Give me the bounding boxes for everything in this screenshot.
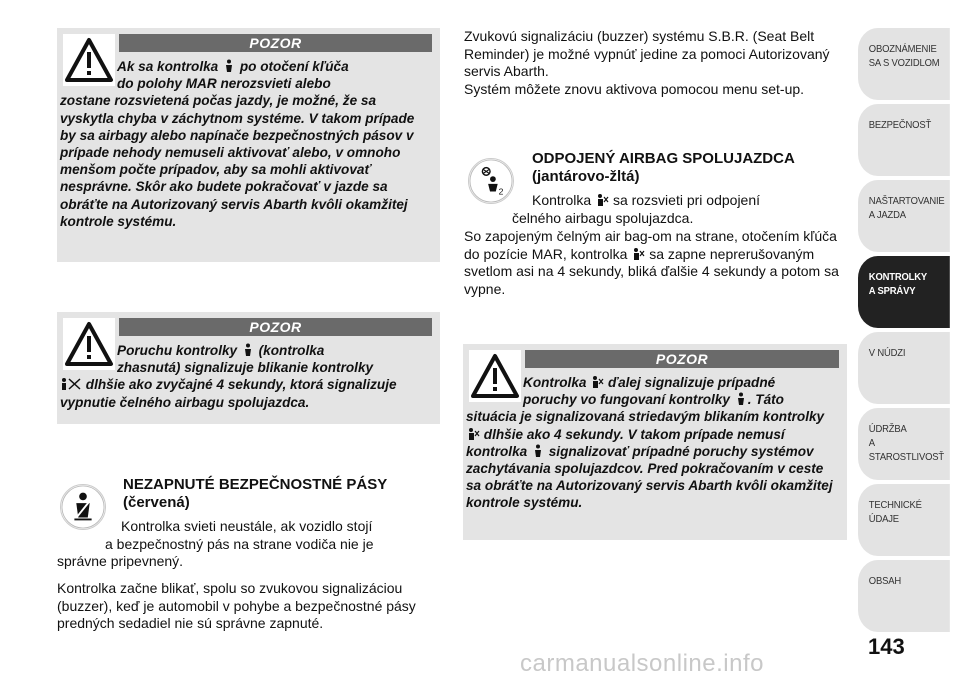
chapter-sidebar — [858, 28, 960, 636]
watermark: carmanualsonline.info — [520, 650, 764, 677]
airbag-off-icon — [466, 427, 480, 441]
airbag-off-icon — [631, 247, 645, 261]
warning-box-3 — [463, 344, 847, 540]
seatbelt-person-icon — [531, 444, 545, 458]
svg-text:2: 2 — [498, 186, 504, 197]
sidebar-item-kontrolky[interactable]: KONTROLKY A SPRÁVY — [858, 256, 950, 328]
warning-label: POZOR — [525, 350, 839, 368]
sidebar-item-udrzba[interactable]: ÚDRŽBA A STAROSTLIVOSŤ — [858, 408, 950, 480]
airbag-section-title: ODPOJENÝ AIRBAG SPOLUJAZDCA (jantárovo-žltá) — [532, 150, 795, 185]
seatbelt-paragraph-2: Kontrolka začne blikať, spolu so zvukovou signalizáciou (buzzer), keď je automobil v pohybe a bezpečnostné pásy predných sedadiel nie sú správne zapnuté. — [57, 580, 416, 632]
buzzer-intro-paragraph: Zvukovú signalizáciu (buzzer) systému S.B.R. (Seat Belt Reminder) je možné vypnúť jedine za pomoci Autorizovaný servis Abarth. Systém môžete znovu aktivova pomocou menu set-up. — [464, 28, 830, 97]
warning-label: POZOR — [119, 318, 432, 336]
warning-label: POZOR — [119, 34, 432, 52]
seatbelt-person-icon — [734, 392, 748, 406]
airbag-paragraph-2: So zapojeným čelným air bag-om na strane, otočením kľúča do pozície MAR, kontrolka sa zapne neprerušovaným svetlom asi na 4 sekundy, bliká ďalšie 4 sekundy a potom sa vypne. — [464, 228, 839, 297]
seatbelt-paragraph-1: Kontrolka svieti neustále, ak vozidlo stojí a bezpečnostný pás na strane vodiča nie je správne pripevnený. — [57, 518, 374, 570]
seatbelt-person-icon — [222, 59, 236, 73]
warning-text: Poruchu kontrolky (kontrolka zhasnutá) signalizuje blikanie kontrolky dlhšie ako zvyčajné 4 sekundy, ktorá signalizuje vypnutie čelného airbagu spolujazdca. — [60, 343, 397, 410]
warning-text: Kontrolka ďalej signalizuje prípadné poruchy vo fungovaní kontrolky . Táto situácia je signalizovaná striedavým blikaním kontrolky dlhšie ako 4 sekundy. V takom prípade nemusí kontrolka signalizovať prípadné poruchy systémov zachytávania spolujazdcov. Pred pokračovaním v ceste sa obráťte na Autorizovaný servis Abarth kvôli okamžitej kontrole systému. — [466, 375, 833, 511]
sidebar-item-technicke[interactable]: TECHNICKÉ ÚDAJE — [858, 484, 950, 556]
airbag-off-icon — [595, 193, 609, 207]
seatbelt-section-title: NEZAPNUTÉ BEZPEČNOSTNÉ PÁSY (červená) — [123, 476, 388, 511]
warning-text: Ak sa kontrolka po otočení kľúča do polohy MAR nerozsvieti alebo zostane rozsvietená počas jazdy, je možné, že sa vyskytla chyba v záchytnom systéme. V takom prípade by sa airbagy alebo napínače bezpečnostných pásov v prípade nehody nemuseli aktivovať alebo, v omnoho menšom počte prípadov, aby sa mohli aktivovať nesprávne. Skôr ako budete pokračovať v jazde sa obráťte na Autorizovaný servis Abarth kvôli okamžitej kontrole systému. — [60, 59, 415, 229]
page-number: 143 — [868, 634, 905, 659]
warning-box-1 — [57, 28, 440, 262]
airbag-paragraph-1: Kontrolka sa rozsvieti pri odpojení čelného airbagu spolujazdca. — [512, 192, 761, 226]
sidebar-item-bezpecnost[interactable]: BEZPEČNOSŤ — [858, 104, 950, 176]
warning-box-2 — [57, 312, 440, 424]
sidebar-item-obsah[interactable]: OBSAH — [858, 560, 950, 632]
seatbelt-person-icon — [241, 343, 255, 357]
airbag-off-icon — [590, 375, 604, 389]
sidebar-item-nastartovanie[interactable]: NAŠTARTOVANIE A JAZDA — [858, 180, 950, 252]
airbag-off-icon — [60, 377, 82, 391]
sidebar-item-oboznamenie[interactable]: OBOZNÁMENIE SA S VOZIDLOM — [858, 28, 950, 100]
sidebar-item-v-nudzi[interactable]: V NÚDZI — [858, 332, 950, 404]
